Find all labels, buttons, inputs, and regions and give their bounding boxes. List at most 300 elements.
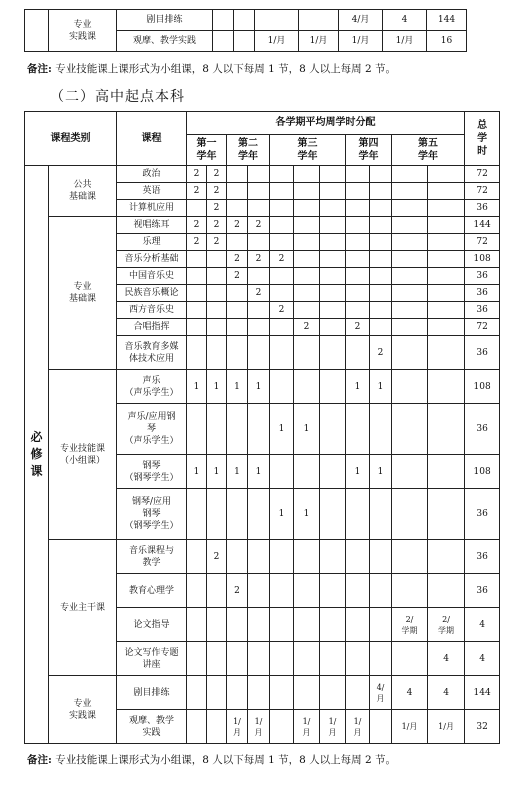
hours-cell <box>320 642 346 676</box>
hours-cell <box>187 268 207 285</box>
hours-cell <box>227 608 248 642</box>
hours-cell <box>207 608 227 642</box>
hours-cell <box>227 319 248 336</box>
hours-cell <box>294 285 320 302</box>
hours-cell <box>187 608 207 642</box>
hours-cell <box>227 302 248 319</box>
hours-cell <box>320 336 346 370</box>
hours-cell <box>294 574 320 608</box>
hours-cell <box>207 319 227 336</box>
year-header: 第一 学年 <box>187 135 227 166</box>
hours-cell <box>428 455 465 489</box>
total-hours-cell: 108 <box>465 251 500 268</box>
hours-cell <box>187 319 207 336</box>
hours-cell: 1/月 <box>299 31 339 52</box>
header-row <box>25 112 500 135</box>
hours-cell <box>346 336 370 370</box>
table-row <box>25 166 500 183</box>
hours-cell <box>207 676 227 710</box>
hours-cell <box>346 676 370 710</box>
hours-cell <box>392 166 428 183</box>
hours-cell: 1 <box>370 370 392 404</box>
hours-cell <box>320 302 346 319</box>
course-name: 中国音乐史 <box>117 268 187 285</box>
hours-cell <box>370 302 392 319</box>
hours-cell <box>320 234 346 251</box>
course-name: 乐理 <box>117 234 187 251</box>
hours-cell <box>320 404 346 455</box>
hours-cell <box>370 540 392 574</box>
hours-cell <box>213 31 234 52</box>
total-hours-cell: 4 <box>465 608 500 642</box>
hours-cell <box>428 183 465 200</box>
hours-cell <box>370 608 392 642</box>
hours-cell <box>392 489 428 540</box>
hours-cell: 1 <box>207 455 227 489</box>
hours-cell <box>187 404 207 455</box>
year-header: 第二 学年 <box>227 135 270 166</box>
hours-cell: 2 <box>270 251 294 268</box>
hours-cell: 1/月 <box>428 710 465 744</box>
course-name: 钢琴/应用 钢琴 （钢琴学生） <box>117 489 187 540</box>
course-name: 剧目排练 <box>117 676 187 710</box>
hours-cell <box>248 319 270 336</box>
hours-cell <box>187 489 207 540</box>
hours-cell <box>187 676 207 710</box>
hours-cell <box>346 404 370 455</box>
hours-cell: 1/ 月 <box>294 710 320 744</box>
course-name: 声乐 （声乐学生） <box>117 370 187 404</box>
hours-cell <box>294 540 320 574</box>
hours-cell: 2 <box>227 574 248 608</box>
total-hours-cell: 108 <box>465 370 500 404</box>
hours-cell: 2 <box>227 251 248 268</box>
hours-cell <box>370 489 392 540</box>
hours-cell <box>294 234 320 251</box>
year-header: 第四 学年 <box>346 135 392 166</box>
hours-cell <box>346 642 370 676</box>
hours-cell <box>234 31 255 52</box>
note-text: 专业技能课上课形式为小组课，8 人以下每周 1 节，8 人以上每周 2 节。 <box>55 63 396 75</box>
group-label: 公共 基础课 <box>49 166 117 217</box>
hours-cell <box>227 404 248 455</box>
hours-cell <box>392 642 428 676</box>
hours-cell: 1 <box>227 455 248 489</box>
hours-cell: 2 <box>207 234 227 251</box>
hours-cell <box>346 251 370 268</box>
hours-cell <box>370 183 392 200</box>
hours-cell <box>320 455 346 489</box>
required-label-cell <box>25 166 49 744</box>
hours-cell <box>294 183 320 200</box>
hours-cell: 1 <box>294 489 320 540</box>
hours-cell: 1 <box>294 404 320 455</box>
hours-cell <box>248 336 270 370</box>
hours-cell <box>370 710 392 744</box>
hours-cell <box>207 285 227 302</box>
hours-cell <box>207 336 227 370</box>
hours-cell: 1 <box>248 455 270 489</box>
note-bottom <box>27 752 396 767</box>
hours-cell <box>392 336 428 370</box>
hours-cell <box>294 642 320 676</box>
hours-cell <box>320 251 346 268</box>
hours-cell <box>227 234 248 251</box>
total-hours-cell: 72 <box>465 166 500 183</box>
hours-cell <box>299 10 339 31</box>
total-hours-cell: 144 <box>427 10 467 31</box>
course-name: 计算机应用 <box>117 200 187 217</box>
hours-cell <box>270 319 294 336</box>
hours-cell <box>346 234 370 251</box>
course-name: 观摩、教学 实践 <box>117 710 187 744</box>
hours-cell <box>270 455 294 489</box>
hours-cell <box>392 302 428 319</box>
group-label: 专业技能课 （小组课） <box>49 370 117 540</box>
hours-cell <box>392 574 428 608</box>
total-hours-cell: 72 <box>465 319 500 336</box>
hours-cell <box>207 710 227 744</box>
hours-cell: 1/ 月 <box>346 710 370 744</box>
course-name: 视唱练耳 <box>117 217 187 234</box>
table-row <box>25 676 500 710</box>
total-hours-cell: 32 <box>465 710 500 744</box>
hours-cell <box>392 404 428 455</box>
hours-cell <box>346 285 370 302</box>
hours-cell: 2 <box>227 268 248 285</box>
hours-cell <box>213 10 234 31</box>
hours-cell <box>270 166 294 183</box>
hours-cell: 2 <box>187 166 207 183</box>
hours-cell <box>370 574 392 608</box>
hours-cell <box>187 540 207 574</box>
hours-cell <box>346 608 370 642</box>
course-name: 声乐/应用钢 琴 （声乐学生） <box>117 404 187 455</box>
hours-cell <box>428 285 465 302</box>
hours-cell <box>270 336 294 370</box>
hours-cell: 4/月 <box>339 10 383 31</box>
hours-cell <box>428 319 465 336</box>
total-hours-cell: 36 <box>465 404 500 455</box>
hours-cell: 1/月 <box>255 31 299 52</box>
total-hours-cell: 36 <box>465 489 500 540</box>
required-label: 必 修 课 <box>30 430 43 478</box>
hours-cell <box>428 217 465 234</box>
hours-cell <box>320 200 346 217</box>
hours-cell <box>392 268 428 285</box>
hours-cell: 2 <box>207 183 227 200</box>
hours-cell <box>248 302 270 319</box>
hours-cell <box>320 676 346 710</box>
hours-cell: 4 <box>428 676 465 710</box>
hours-cell <box>227 183 248 200</box>
hours-cell <box>248 234 270 251</box>
hours-cell <box>428 234 465 251</box>
hours-cell <box>294 217 320 234</box>
course-name: 英语 <box>117 183 187 200</box>
hours-cell <box>248 642 270 676</box>
course-name: 政治 <box>117 166 187 183</box>
total-hours-cell: 72 <box>465 234 500 251</box>
hours-cell: 1 <box>346 370 370 404</box>
hours-cell <box>320 489 346 540</box>
hours-cell <box>320 217 346 234</box>
hours-cell <box>270 370 294 404</box>
curriculum-table <box>24 111 500 744</box>
hours-cell <box>207 574 227 608</box>
hours-cell <box>428 574 465 608</box>
hours-cell <box>428 489 465 540</box>
table-row <box>25 370 500 404</box>
course-name: 合唱指挥 <box>117 319 187 336</box>
top-schedule-table <box>24 9 467 52</box>
hours-cell: 2 <box>270 302 294 319</box>
hours-cell <box>294 370 320 404</box>
category-header: 课程类别 <box>25 112 117 166</box>
hours-cell: 1/月 <box>383 31 427 52</box>
hours-cell <box>392 234 428 251</box>
total-hours-cell: 72 <box>465 183 500 200</box>
hours-cell <box>392 370 428 404</box>
hours-cell <box>320 540 346 574</box>
total-hours-cell: 36 <box>465 574 500 608</box>
hours-cell <box>294 676 320 710</box>
hours-cell: 1/ 月 <box>320 710 346 744</box>
hours-cell: 4 <box>392 676 428 710</box>
hours-cell <box>294 166 320 183</box>
hours-cell <box>227 676 248 710</box>
hours-cell <box>320 166 346 183</box>
hours-cell: 2 <box>248 285 270 302</box>
hours-cell <box>227 336 248 370</box>
hours-cell: 2/ 学期 <box>428 608 465 642</box>
table-row <box>25 10 467 31</box>
hours-cell: 1/月 <box>339 31 383 52</box>
total-hours-cell: 144 <box>465 676 500 710</box>
note-label: 备注: <box>27 754 52 766</box>
hours-cell <box>248 540 270 574</box>
hours-cell <box>270 268 294 285</box>
hours-cell <box>428 336 465 370</box>
hours-cell <box>227 540 248 574</box>
hours-cell <box>187 642 207 676</box>
hours-cell: 4 <box>383 10 427 31</box>
hours-cell: 2 <box>370 336 392 370</box>
hours-cell <box>370 166 392 183</box>
hours-cell <box>270 710 294 744</box>
hours-cell <box>248 183 270 200</box>
hours-cell <box>248 574 270 608</box>
hours-cell: 2 <box>207 200 227 217</box>
hours-cell <box>270 676 294 710</box>
hours-cell: 2 <box>346 319 370 336</box>
hours-cell <box>320 319 346 336</box>
hours-cell <box>346 540 370 574</box>
hours-cell <box>294 455 320 489</box>
hours-cell <box>392 183 428 200</box>
hours-cell <box>270 183 294 200</box>
hours-cell <box>294 336 320 370</box>
hours-cell <box>270 217 294 234</box>
hours-cell <box>270 540 294 574</box>
hours-cell <box>248 200 270 217</box>
table-row <box>25 217 500 234</box>
hours-cell: 1 <box>270 404 294 455</box>
total-hours-cell: 108 <box>465 455 500 489</box>
hours-cell: 4/ 月 <box>370 676 392 710</box>
hours-cell <box>248 404 270 455</box>
hours-cell <box>370 285 392 302</box>
hours-cell <box>320 183 346 200</box>
hours-cell <box>248 676 270 710</box>
hours-cell: 2 <box>207 540 227 574</box>
hours-cell <box>346 574 370 608</box>
hours-cell <box>248 608 270 642</box>
note-top <box>27 61 396 76</box>
hours-cell <box>270 608 294 642</box>
hours-cell: 1 <box>270 489 294 540</box>
hours-cell <box>227 200 248 217</box>
hours-cell <box>428 370 465 404</box>
hours-cell <box>270 642 294 676</box>
hours-cell <box>370 268 392 285</box>
hours-cell <box>370 319 392 336</box>
hours-cell <box>320 370 346 404</box>
hours-cell: 1 <box>248 370 270 404</box>
hours-cell <box>346 268 370 285</box>
course-name: 观摩、教学实践 <box>117 31 213 52</box>
hours-cell <box>294 251 320 268</box>
hours-cell <box>370 200 392 217</box>
group-label: 专业 实践课 <box>49 10 117 52</box>
hours-cell <box>346 200 370 217</box>
hours-cell: 2 <box>207 166 227 183</box>
group-label: 专业 基础课 <box>49 217 117 370</box>
hours-cell <box>234 10 255 31</box>
hours-cell: 2 <box>207 217 227 234</box>
hours-cell <box>392 200 428 217</box>
hours-cell <box>227 166 248 183</box>
hours-cell <box>370 404 392 455</box>
hours-cell <box>392 217 428 234</box>
course-name: 西方音乐史 <box>117 302 187 319</box>
course-name: 音乐教育多媒 体技术应用 <box>117 336 187 370</box>
hours-cell <box>187 285 207 302</box>
hours-cell <box>227 642 248 676</box>
note-label: 备注: <box>27 63 52 75</box>
total-hours-cell: 36 <box>465 302 500 319</box>
hours-cell <box>392 319 428 336</box>
hours-cell <box>392 540 428 574</box>
hours-cell <box>370 251 392 268</box>
hours-cell <box>207 251 227 268</box>
hours-cell: 1 <box>370 455 392 489</box>
hours-cell <box>187 710 207 744</box>
hours-cell <box>187 251 207 268</box>
total-hours-cell: 16 <box>427 31 467 52</box>
course-name: 音乐课程与 教学 <box>117 540 187 574</box>
hours-cell <box>370 642 392 676</box>
hours-cell: 1 <box>187 455 207 489</box>
hours-cell <box>294 608 320 642</box>
required-label-cell <box>25 10 49 52</box>
course-header: 课程 <box>117 112 187 166</box>
hours-cell <box>227 489 248 540</box>
course-name: 教育心理学 <box>117 574 187 608</box>
hours-cell <box>187 574 207 608</box>
hours-cell <box>294 302 320 319</box>
hours-cell: 4 <box>428 642 465 676</box>
total-hours-cell: 36 <box>465 540 500 574</box>
total-hours-cell: 36 <box>465 200 500 217</box>
hours-cell <box>248 489 270 540</box>
hours-cell <box>207 489 227 540</box>
year-header: 第三 学年 <box>270 135 346 166</box>
hours-cell <box>346 183 370 200</box>
hours-cell <box>320 268 346 285</box>
hours-cell: 1 <box>227 370 248 404</box>
hours-cell <box>320 574 346 608</box>
hours-cell <box>428 200 465 217</box>
hours-cell <box>346 166 370 183</box>
hours-cell <box>294 200 320 217</box>
hours-cell: 1/ 月 <box>227 710 248 744</box>
hours-cell: 2 <box>187 234 207 251</box>
course-name: 民族音乐概论 <box>117 285 187 302</box>
hours-cell <box>227 285 248 302</box>
hours-cell <box>428 540 465 574</box>
hours-cell <box>270 234 294 251</box>
hours-cell <box>270 200 294 217</box>
hours-cell <box>187 336 207 370</box>
hours-cell <box>392 285 428 302</box>
hours-cell <box>428 166 465 183</box>
hours-cell: 1/月 <box>392 710 428 744</box>
group-label: 专业 实践课 <box>49 676 117 744</box>
hours-cell <box>346 217 370 234</box>
hours-cell <box>207 302 227 319</box>
hours-cell <box>392 251 428 268</box>
hours-cell: 2 <box>294 319 320 336</box>
hours-cell: 1 <box>187 370 207 404</box>
total-hours-cell: 4 <box>465 642 500 676</box>
course-name: 论文写作专题 讲座 <box>117 642 187 676</box>
table-row <box>25 540 500 574</box>
hours-cell: 2 <box>248 251 270 268</box>
hours-cell: 2/ 学期 <box>392 608 428 642</box>
section-title: （二）高中起点本科 <box>50 89 185 105</box>
hours-cell <box>187 200 207 217</box>
hours-cell: 1 <box>346 455 370 489</box>
hours-cell <box>294 268 320 285</box>
hours-cell <box>207 268 227 285</box>
hours-cell <box>320 608 346 642</box>
course-name: 剧目排练 <box>117 10 213 31</box>
hours-cell <box>428 251 465 268</box>
hours-cell <box>346 489 370 540</box>
hours-cell <box>270 285 294 302</box>
hours-cell <box>428 302 465 319</box>
hours-cell <box>392 455 428 489</box>
hours-cell <box>320 285 346 302</box>
group-label: 专业主干课 <box>49 540 117 676</box>
hours-cell <box>255 10 299 31</box>
total-hours-cell: 36 <box>465 268 500 285</box>
hours-cell: 2 <box>187 183 207 200</box>
total-hours-cell: 36 <box>465 285 500 302</box>
hours-cell: 1/ 月 <box>248 710 270 744</box>
total-hours-cell: 144 <box>465 217 500 234</box>
